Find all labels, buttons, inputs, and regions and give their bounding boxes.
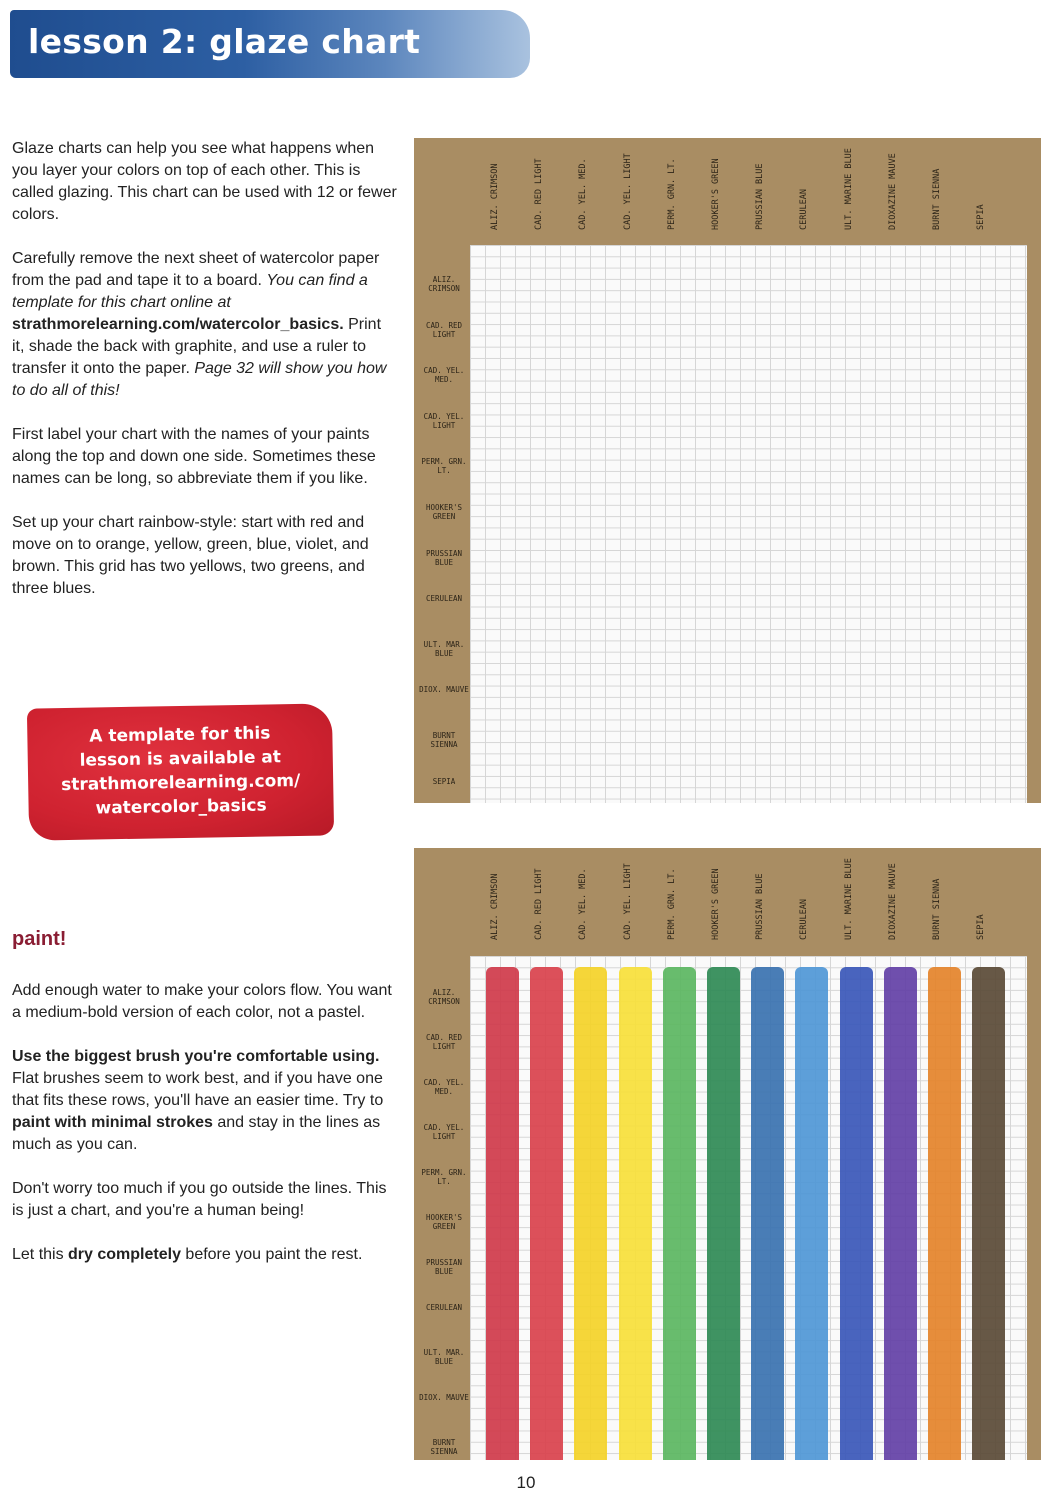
- paint-stripe: [486, 967, 519, 1460]
- column-label: [840, 848, 884, 948]
- row-label: CERULEAN: [425, 1303, 463, 1312]
- column-label-text: ALIZ. CRIMSON: [490, 873, 500, 940]
- paint-paragraph-1: Add enough water to make your colors flow. You want a medium-bold version of each color, not a pastel.: [12, 982, 392, 1021]
- paint-stripe: [707, 967, 740, 1460]
- column-label-text: CAD. YEL. LIGHT: [622, 153, 633, 230]
- row-label: BURNT SIENNA: [430, 1438, 458, 1456]
- paint-stripe: [972, 967, 1005, 1460]
- row-label: PRUSSIAN BLUE: [425, 1258, 463, 1276]
- column-label: [486, 138, 530, 238]
- column-label: [928, 848, 972, 948]
- paint-heading: paint!: [12, 928, 67, 950]
- paint-p4-bold: dry completely: [68, 1246, 181, 1263]
- column-label: [972, 138, 1016, 238]
- column-label-text: BURNT SIENNA: [932, 168, 942, 230]
- paint-stripe: [884, 967, 917, 1460]
- column-label: [884, 848, 928, 948]
- paint-p4-text: Let this: [12, 1246, 69, 1263]
- paint-stripe: [795, 967, 828, 1460]
- column-label-text: CAD. RED LIGHT: [534, 158, 545, 230]
- column-label-text: PRUSSIAN BLUE: [755, 163, 766, 230]
- paint-stripe: [751, 967, 784, 1460]
- row-label: CAD. RED LIGHT: [425, 1033, 463, 1051]
- column-label-text: CERULEAN: [799, 899, 810, 940]
- paint-paragraph-2: [12, 1046, 397, 1156]
- row-label: ULT. MAR. BLUE: [423, 639, 465, 658]
- row-label: ALIZ. CRIMSON: [428, 988, 460, 1006]
- column-label: [840, 138, 884, 238]
- template-badge: [27, 703, 334, 840]
- column-label: [751, 848, 795, 948]
- column-label-text: HOOKER'S GREEN: [711, 868, 721, 940]
- row-label: ULT. MAR. BLUE: [423, 1348, 465, 1366]
- column-label: [972, 848, 1016, 948]
- row-label: HOOKER'S GREEN: [425, 503, 463, 521]
- column-label: [928, 138, 972, 238]
- column-label: [574, 848, 618, 948]
- intro-p2-italic: You can find a template for this chart online at: [12, 272, 368, 311]
- row-label: PERM. GRN. LT.: [421, 457, 467, 476]
- page-title: lesson 2: glaze chart: [28, 22, 421, 61]
- paint-stripe: [663, 967, 696, 1460]
- row-label: CAD. YEL. MED.: [423, 366, 465, 385]
- row-label: PRUSSIAN BLUE: [425, 548, 463, 567]
- row-label: HOOKER'S GREEN: [425, 1213, 463, 1231]
- badge-line-4: watercolor_basics: [95, 795, 267, 819]
- column-label: [751, 138, 795, 238]
- column-label-text: CAD. YEL. LIGHT: [622, 863, 633, 940]
- column-label-text: PERM. GRN. LT.: [666, 158, 677, 230]
- paint-stripe: [619, 967, 652, 1460]
- row-label: ALIZ. CRIMSON: [428, 275, 460, 293]
- paint-stripe: [574, 967, 607, 1460]
- intro-paragraph-2: [12, 248, 397, 402]
- row-label: CAD. YEL. LIGHT: [423, 411, 465, 430]
- column-label-text: CERULEAN: [799, 189, 810, 230]
- intro-paragraph-1: Glaze charts can help you see what happens when you layer your colors on top of each other. This is called glazing. This chart can be used with 12 or fewer colors.: [12, 140, 397, 223]
- column-label: [530, 848, 574, 948]
- column-label-text: ULT. MARINE BLUE: [843, 148, 854, 230]
- column-label: [707, 848, 751, 948]
- row-label: SEPIA: [432, 776, 456, 786]
- row-label: CAD. RED LIGHT: [425, 320, 463, 339]
- column-label-text: CAD. YEL. MED.: [578, 158, 589, 230]
- badge-line-2: lesson is available at: [79, 747, 282, 771]
- column-label-text: SEPIA: [976, 914, 987, 940]
- chart-grid: [470, 245, 1027, 803]
- painted-glaze-chart-photo: [414, 848, 1041, 1460]
- row-label: PERM. GRN. LT.: [421, 1168, 467, 1186]
- column-label-text: PERM. GRN. LT.: [666, 868, 677, 940]
- row-label: CAD. YEL. LIGHT: [423, 1123, 465, 1141]
- column-label: [707, 138, 751, 238]
- paint-p4-text-2: before you paint the rest.: [180, 1246, 363, 1263]
- row-label: DIOX. MAUVE: [419, 685, 469, 695]
- column-label-text: DIOXAZINE MAUVE: [887, 863, 898, 940]
- intro-p2-italic-2: Page 32 will show you how to do all of this!: [12, 360, 387, 399]
- column-label-text: SEPIA: [976, 204, 987, 230]
- column-label: [486, 848, 530, 948]
- row-label: CAD. YEL. MED.: [423, 1078, 465, 1096]
- column-label: [795, 848, 839, 948]
- column-label-text: PRUSSIAN BLUE: [755, 873, 766, 940]
- paint-paragraph-3: Don't worry too much if you go outside the lines. This is just a chart, and you're a human being!: [12, 1180, 387, 1219]
- column-label-text: CAD. YEL. MED.: [578, 868, 589, 940]
- column-label-text: ULT. MARINE BLUE: [843, 858, 854, 940]
- intro-p2-text: Carefully remove the next sheet of watercolor paper from the pad and tape it to a board.: [12, 250, 380, 289]
- intro-p2-text-2: Print it, shade the back with graphite, and use a ruler to transfer it onto the paper.: [12, 316, 382, 377]
- paint-p2-text-2: and stay in the lines as much as you can.: [12, 1114, 381, 1153]
- column-label-text: DIOXAZINE MAUVE: [887, 153, 898, 230]
- paint-p2-bold-2: paint with minimal strokes: [12, 1114, 213, 1131]
- paint-p2-text: Flat brushes seem to work best, and if you have one that fits these rows, you'll have an easier time. Try to: [12, 1070, 384, 1109]
- column-label: [530, 138, 574, 238]
- page-number: 10: [516, 1473, 536, 1492]
- blank-glaze-chart-photo: [414, 138, 1041, 803]
- badge-line-1: A template for this: [89, 723, 271, 747]
- column-label: [619, 138, 663, 238]
- paint-stripe: [530, 967, 563, 1460]
- intro-paragraph-4: Set up your chart rainbow-style: start with red and move on to orange, yellow, green, blue, violet, and brown. This grid has two yellows, two greens, and three blues.: [12, 514, 369, 597]
- paint-stripe: [840, 967, 873, 1460]
- paint-p2-bold: Use the biggest brush you're comfortable using.: [12, 1048, 380, 1065]
- paint-stripe: [928, 967, 961, 1460]
- column-label-text: BURNT SIENNA: [932, 878, 942, 940]
- column-label-text: HOOKER'S GREEN: [711, 158, 721, 230]
- column-label: [663, 138, 707, 238]
- paint-section: [12, 980, 397, 1288]
- column-label: [663, 848, 707, 948]
- paint-paragraph-4: [12, 1244, 397, 1266]
- intro-paragraph-3: First label your chart with the names of your paints along the top and down one side. Sometimes these names can be long, so abbreviate them if you like.: [12, 426, 376, 487]
- column-label-text: ALIZ. CRIMSON: [490, 163, 500, 230]
- title-banner: [10, 10, 530, 78]
- template-url: strathmorelearning.com/watercolor_basics.: [12, 316, 344, 333]
- column-label: [884, 138, 928, 238]
- badge-line-3: strathmorelearning.com/: [60, 770, 301, 796]
- row-label: BURNT SIENNA: [430, 731, 458, 749]
- column-label-text: CAD. RED LIGHT: [534, 868, 545, 940]
- column-label: [574, 138, 618, 238]
- row-label: CERULEAN: [425, 594, 463, 604]
- intro-section: [12, 138, 397, 622]
- row-label: DIOX. MAUVE: [419, 1393, 469, 1402]
- column-label: [795, 138, 839, 238]
- column-label: [619, 848, 663, 948]
